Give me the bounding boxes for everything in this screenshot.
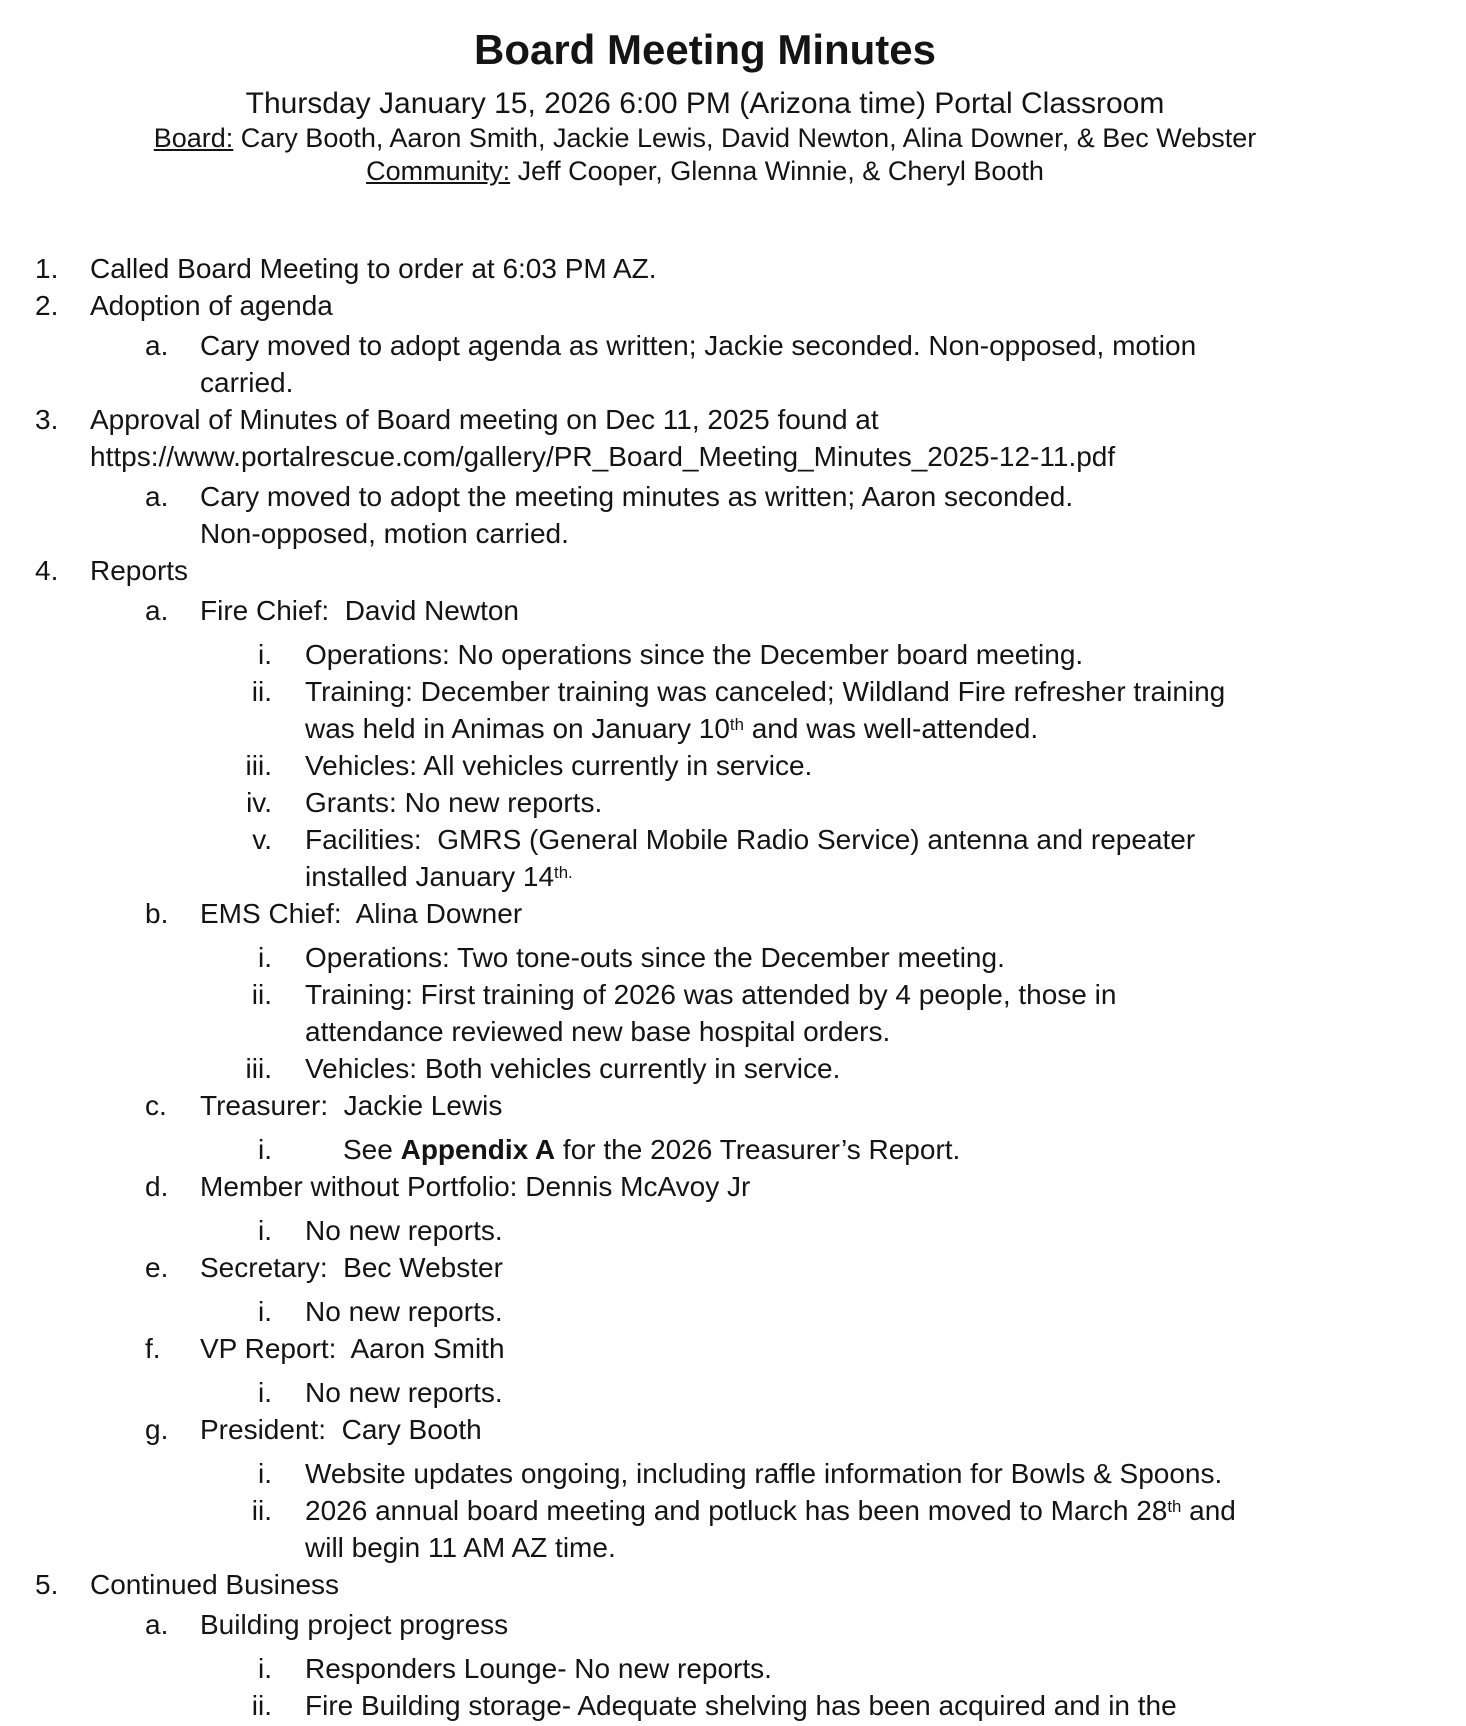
agenda-item <box>0 1330 1466 1411</box>
agenda-item <box>0 287 1466 401</box>
text-line <box>343 1131 1466 1168</box>
item-text <box>90 552 1466 589</box>
item-marker: 5. <box>35 1569 59 1600</box>
text-segment: Vehicles: Both vehicles currently in service. <box>305 1053 841 1084</box>
agenda-list-level-3 <box>0 1650 1466 1724</box>
agenda-item <box>0 1650 1466 1687</box>
text-segment: No new reports. <box>305 1377 503 1408</box>
text-line <box>305 1293 1466 1330</box>
agenda-item <box>0 976 1466 1050</box>
community-names: Jeff Cooper, Glenna Winnie, & Cheryl Booth <box>510 156 1044 186</box>
text-line <box>90 287 1466 324</box>
text-segment: Adoption of agenda <box>90 290 333 321</box>
item-text <box>200 1249 1466 1286</box>
community-label: Community: <box>366 156 511 186</box>
text-segment: EMS Chief: Alina Downer <box>200 898 523 929</box>
text-segment: and <box>1181 1495 1236 1526</box>
item-marker: 2. <box>35 290 59 321</box>
text-line <box>200 1330 1466 1367</box>
agenda-outline <box>0 250 1466 1724</box>
agenda-item <box>0 1492 1466 1566</box>
text-line <box>305 858 1466 895</box>
text-segment: https://www.portalrescue.com/gallery/PR_Board_Meeting_Minutes_2025-12-11.pdf <box>90 441 1116 472</box>
agenda-list-level-3 <box>0 1374 1466 1411</box>
item-text <box>200 1168 1466 1205</box>
text-line <box>200 1249 1466 1286</box>
item-marker: a. <box>145 595 169 626</box>
text-segment: Fire Chief: David Newton <box>200 595 520 626</box>
agenda-item <box>0 1687 1466 1724</box>
agenda-list-level-3 <box>0 1212 1466 1249</box>
item-text <box>305 1212 1466 1249</box>
text-line <box>200 478 1466 515</box>
agenda-item <box>0 939 1466 976</box>
text-line <box>305 673 1466 710</box>
text-line <box>90 250 1466 287</box>
text-line <box>305 976 1466 1013</box>
text-line <box>305 821 1466 858</box>
item-marker: iii. <box>245 1053 272 1084</box>
text-line <box>305 1650 1466 1687</box>
text-line <box>305 1374 1466 1411</box>
item-marker: g. <box>145 1414 169 1445</box>
text-line <box>305 939 1466 976</box>
item-text <box>200 1330 1466 1367</box>
item-marker: i. <box>258 1377 272 1408</box>
text-segment: Website updates ongoing, including raffle information for Bowls & Spoons. <box>305 1458 1223 1489</box>
item-marker: i. <box>258 1134 272 1165</box>
text-line <box>305 1529 1466 1566</box>
superscript-text: th <box>1167 1496 1182 1516</box>
text-line <box>305 1013 1466 1050</box>
text-segment: Continued Business <box>90 1569 340 1600</box>
item-text <box>200 1606 1466 1643</box>
item-text <box>305 939 1466 976</box>
text-segment: Operations: No operations since the December board meeting. <box>305 639 1084 670</box>
text-segment: installed January 14 <box>305 861 555 892</box>
item-marker: a. <box>145 1609 169 1640</box>
item-marker: 3. <box>35 404 59 435</box>
agenda-list-level-1 <box>0 250 1466 1724</box>
text-segment: will begin 11 AM AZ time. <box>305 1532 616 1563</box>
item-text <box>200 895 1466 932</box>
agenda-list-level-2 <box>0 1606 1466 1724</box>
agenda-item <box>0 1087 1466 1168</box>
item-marker: 1. <box>35 253 59 284</box>
item-text <box>305 1455 1466 1492</box>
agenda-item <box>0 1411 1466 1566</box>
item-text <box>305 976 1466 1050</box>
text-segment: Non-opposed, motion carried. <box>200 518 569 549</box>
item-text <box>305 1650 1466 1687</box>
board-names: Cary Booth, Aaron Smith, Jackie Lewis, David Newton, Alina Downer, & Bec Webster <box>233 123 1257 153</box>
page-title: Board Meeting Minutes <box>473 26 937 73</box>
text-line <box>90 1566 1466 1603</box>
meeting-datetime-location: Thursday January 15, 2026 6:00 PM (Arizona time) Portal Classroom <box>245 87 1165 120</box>
agenda-item <box>0 1050 1466 1087</box>
text-segment: Building project progress <box>200 1609 509 1640</box>
text-segment: Approval of Minutes of Board meeting on Dec 11, 2025 found at <box>90 404 879 435</box>
item-text <box>200 478 1466 552</box>
text-line <box>90 401 1466 438</box>
item-text <box>200 1411 1466 1448</box>
item-text <box>305 1131 1466 1168</box>
bold-text: Appendix A <box>400 1134 556 1165</box>
text-segment: Treasurer: Jackie Lewis <box>200 1090 503 1121</box>
text-line <box>305 1492 1466 1529</box>
agenda-item <box>0 821 1466 895</box>
agenda-item <box>0 784 1466 821</box>
item-marker: ii. <box>251 979 272 1010</box>
item-marker: iii. <box>245 750 272 781</box>
text-line <box>305 1212 1466 1249</box>
item-marker: a. <box>145 330 169 361</box>
text-line <box>200 364 1466 401</box>
superscript-text: th. <box>554 862 573 882</box>
text-segment: Member without Portfolio: Dennis McAvoy Jr <box>200 1171 751 1202</box>
text-segment: Reports <box>90 555 189 586</box>
text-segment: President: Cary Booth <box>200 1414 482 1445</box>
agenda-item <box>0 1566 1466 1724</box>
document-header <box>0 0 1410 188</box>
item-marker: ii. <box>251 1495 272 1526</box>
board-attendees-line <box>0 122 1410 155</box>
item-marker: i. <box>258 1296 272 1327</box>
text-segment: See <box>343 1134 401 1165</box>
agenda-item <box>0 1168 1466 1249</box>
text-line <box>90 438 1466 475</box>
item-text <box>305 747 1466 784</box>
agenda-list-level-3 <box>0 636 1466 895</box>
item-text <box>305 821 1466 895</box>
agenda-list-level-3 <box>0 939 1466 1087</box>
text-line <box>305 636 1466 673</box>
item-marker: i. <box>258 1458 272 1489</box>
item-marker: 4. <box>35 555 59 586</box>
text-segment: Grants: No new reports. <box>305 787 603 818</box>
agenda-item <box>0 1606 1466 1724</box>
item-marker: c. <box>145 1090 167 1121</box>
text-segment: Responders Lounge- No new reports. <box>305 1653 772 1684</box>
text-segment: Vehicles: All vehicles currently in service. <box>305 750 813 781</box>
agenda-item <box>0 250 1466 287</box>
item-marker: i. <box>258 1215 272 1246</box>
text-line <box>200 592 1466 629</box>
text-segment: and was well-attended. <box>743 713 1039 744</box>
agenda-list-level-2 <box>0 592 1466 1566</box>
item-text <box>90 401 1466 475</box>
text-line <box>305 747 1466 784</box>
text-segment: Secretary: Bec Webster <box>200 1252 503 1283</box>
item-text <box>305 1374 1466 1411</box>
text-line <box>305 710 1466 747</box>
board-label: Board: <box>153 123 234 153</box>
text-segment: Operations: Two tone-outs since the December meeting. <box>305 942 1005 973</box>
text-line <box>200 1411 1466 1448</box>
agenda-item <box>0 1212 1466 1249</box>
text-line <box>305 784 1466 821</box>
text-segment: No new reports. <box>305 1296 503 1327</box>
item-text <box>90 1566 1466 1603</box>
item-text <box>305 784 1466 821</box>
agenda-item <box>0 327 1466 401</box>
item-text <box>90 287 1466 324</box>
text-line <box>200 895 1466 932</box>
text-segment: 2026 annual board meeting and potluck has been moved to March 28 <box>305 1495 1168 1526</box>
text-line <box>200 515 1466 552</box>
text-segment: attendance reviewed new base hospital orders. <box>305 1016 891 1047</box>
text-segment: No new reports. <box>305 1215 503 1246</box>
agenda-item <box>0 673 1466 747</box>
text-segment: Cary moved to adopt agenda as written; Jackie seconded. Non-opposed, motion <box>200 330 1197 361</box>
text-line <box>200 1168 1466 1205</box>
agenda-item <box>0 592 1466 895</box>
item-marker: f. <box>145 1333 161 1364</box>
text-line <box>200 327 1466 364</box>
text-segment: Training: December training was canceled; Wildland Fire refresher training <box>305 676 1226 707</box>
text-segment: carried. <box>200 367 294 398</box>
agenda-list-level-3 <box>0 1293 1466 1330</box>
community-attendees-line <box>0 155 1410 188</box>
item-marker: i. <box>258 639 272 670</box>
text-segment: Fire Building storage- Adequate shelving has been acquired and in the <box>305 1690 1177 1721</box>
text-line <box>305 1455 1466 1492</box>
text-line <box>305 1050 1466 1087</box>
item-text <box>200 592 1466 629</box>
text-segment: was held in Animas on January 10 <box>305 713 730 744</box>
item-text <box>305 1293 1466 1330</box>
text-segment: Training: First training of 2026 was attended by 4 people, those in <box>305 979 1117 1010</box>
agenda-item <box>0 1249 1466 1330</box>
agenda-list-level-3 <box>0 1131 1466 1168</box>
item-marker: b. <box>145 898 169 929</box>
text-segment: for the 2026 Treasurer’s Report. <box>555 1134 961 1165</box>
agenda-list-level-2 <box>0 327 1466 401</box>
agenda-item <box>0 552 1466 1566</box>
agenda-item <box>0 636 1466 673</box>
agenda-item <box>0 478 1466 552</box>
agenda-item <box>0 1293 1466 1330</box>
agenda-item <box>0 747 1466 784</box>
item-text <box>200 1087 1466 1124</box>
item-marker: i. <box>258 942 272 973</box>
item-marker: e. <box>145 1252 169 1283</box>
item-text <box>305 1492 1466 1566</box>
text-line <box>200 1606 1466 1643</box>
item-text <box>305 673 1466 747</box>
text-segment: Called Board Meeting to order at 6:03 PM AZ. <box>90 253 657 284</box>
text-line <box>200 1087 1466 1124</box>
item-text <box>90 250 1466 287</box>
item-marker: i. <box>258 1653 272 1684</box>
item-marker: iv. <box>246 787 272 818</box>
text-segment: Cary moved to adopt the meeting minutes as written; Aaron seconded. <box>200 481 1074 512</box>
superscript-text: th <box>729 714 744 734</box>
item-marker: a. <box>145 481 169 512</box>
text-line <box>305 1687 1466 1724</box>
text-segment: VP Report: Aaron Smith <box>200 1333 505 1364</box>
agenda-item <box>0 401 1466 552</box>
agenda-item <box>0 1455 1466 1492</box>
item-marker: v. <box>252 824 272 855</box>
agenda-item <box>0 895 1466 1087</box>
item-text <box>305 1687 1466 1724</box>
agenda-list-level-2 <box>0 478 1466 552</box>
text-line <box>90 552 1466 589</box>
item-text <box>200 327 1466 401</box>
agenda-item <box>0 1131 1466 1168</box>
item-marker: ii. <box>251 676 272 707</box>
agenda-item <box>0 1374 1466 1411</box>
item-marker: d. <box>145 1171 169 1202</box>
item-marker: ii. <box>251 1690 272 1721</box>
text-segment: Facilities: GMRS (General Mobile Radio Service) antenna and repeater <box>305 824 1196 855</box>
agenda-list-level-3 <box>0 1455 1466 1566</box>
item-text <box>305 636 1466 673</box>
item-text <box>305 1050 1466 1087</box>
